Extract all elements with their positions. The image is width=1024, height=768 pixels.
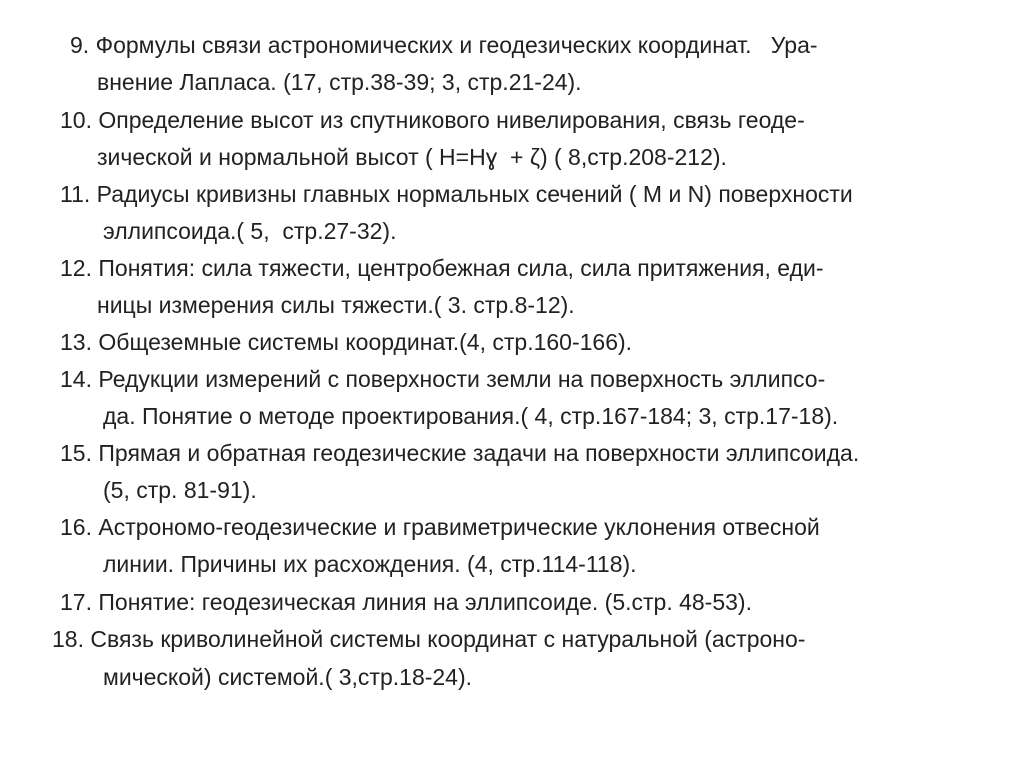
list-item-continuation-line: линии. Причины их расхождения. (4, стр.114-118). — [103, 551, 637, 577]
list-item-continuation-line: эллипсоида.( 5, стр.27-32). — [103, 218, 397, 244]
list-item-text: Связь криволинейной системы координат с натуральной (астроно- — [90, 626, 806, 652]
list-item-text: Общеземные системы координат.(4, стр.160-166). — [98, 329, 633, 355]
list-item-text: Понятия: сила тяжести, центробежная сила, сила притяжения, еди- — [98, 255, 824, 281]
list-item-first-line — [60, 514, 820, 540]
list-item-first-line — [60, 366, 825, 392]
list-item-number: 9. — [70, 32, 90, 58]
list-item-text: Редукции измерений с поверхности земли на поверхность эллипсо- — [98, 366, 826, 392]
list-item-first-line — [60, 440, 859, 466]
list-item-first-line — [60, 107, 805, 133]
list-item-number: 11. — [60, 181, 91, 207]
list-item-first-line — [60, 329, 632, 355]
list-item-text: Астрономо-геодезические и гравиметрические уклонения отвесной — [98, 514, 820, 540]
list-item-number: 17. — [60, 589, 92, 615]
list-item-number: 18. — [52, 626, 84, 652]
list-item-text: Радиусы кривизны главных нормальных сечений ( M и N) поверхности — [96, 181, 853, 207]
list-item-text: Определение высот из спутникового нивелирования, связь геоде- — [98, 107, 805, 133]
list-item-continuation-line: да. Понятие о методе проектирования.( 4, стр.167-184; 3, стр.17-18). — [103, 403, 839, 429]
list-item-text: Понятие: геодезическая линия на эллипсоиде. (5.стр. 48-53). — [98, 589, 752, 615]
list-item-number: 14. — [60, 366, 92, 392]
list-item-continuation-line: зической и нормальной высот ( H=Hɣ + ζ) ( 8,стр.208-212). — [97, 144, 727, 170]
list-item-number: 13. — [60, 329, 92, 355]
list-item-continuation-line: внение Лапласа. (17, стр.38-39; 3, стр.21-24). — [97, 69, 582, 95]
list-item-continuation-line: (5, стр. 81-91). — [103, 477, 257, 503]
list-item-first-line — [60, 181, 853, 207]
list-item-continuation-line: мической) системой.( 3,стр.18-24). — [103, 664, 473, 690]
list-item-first-line — [70, 32, 818, 58]
list-item-text: Прямая и обратная геодезические задачи на поверхности эллипсоида. — [98, 440, 860, 466]
list-item-number: 15. — [60, 440, 92, 466]
list-item-first-line — [60, 255, 824, 281]
list-item-continuation-line: ницы измерения силы тяжести.( 3. стр.8-12). — [97, 292, 575, 318]
list-item-number: 16. — [60, 514, 92, 540]
list-item-number: 12. — [60, 255, 92, 281]
list-item-first-line — [60, 589, 752, 615]
list-item-number: 10. — [60, 107, 92, 133]
list-item-text: Формулы связи астрономических и геодезических координат. Ура- — [95, 32, 818, 58]
list-item-first-line — [52, 626, 805, 652]
